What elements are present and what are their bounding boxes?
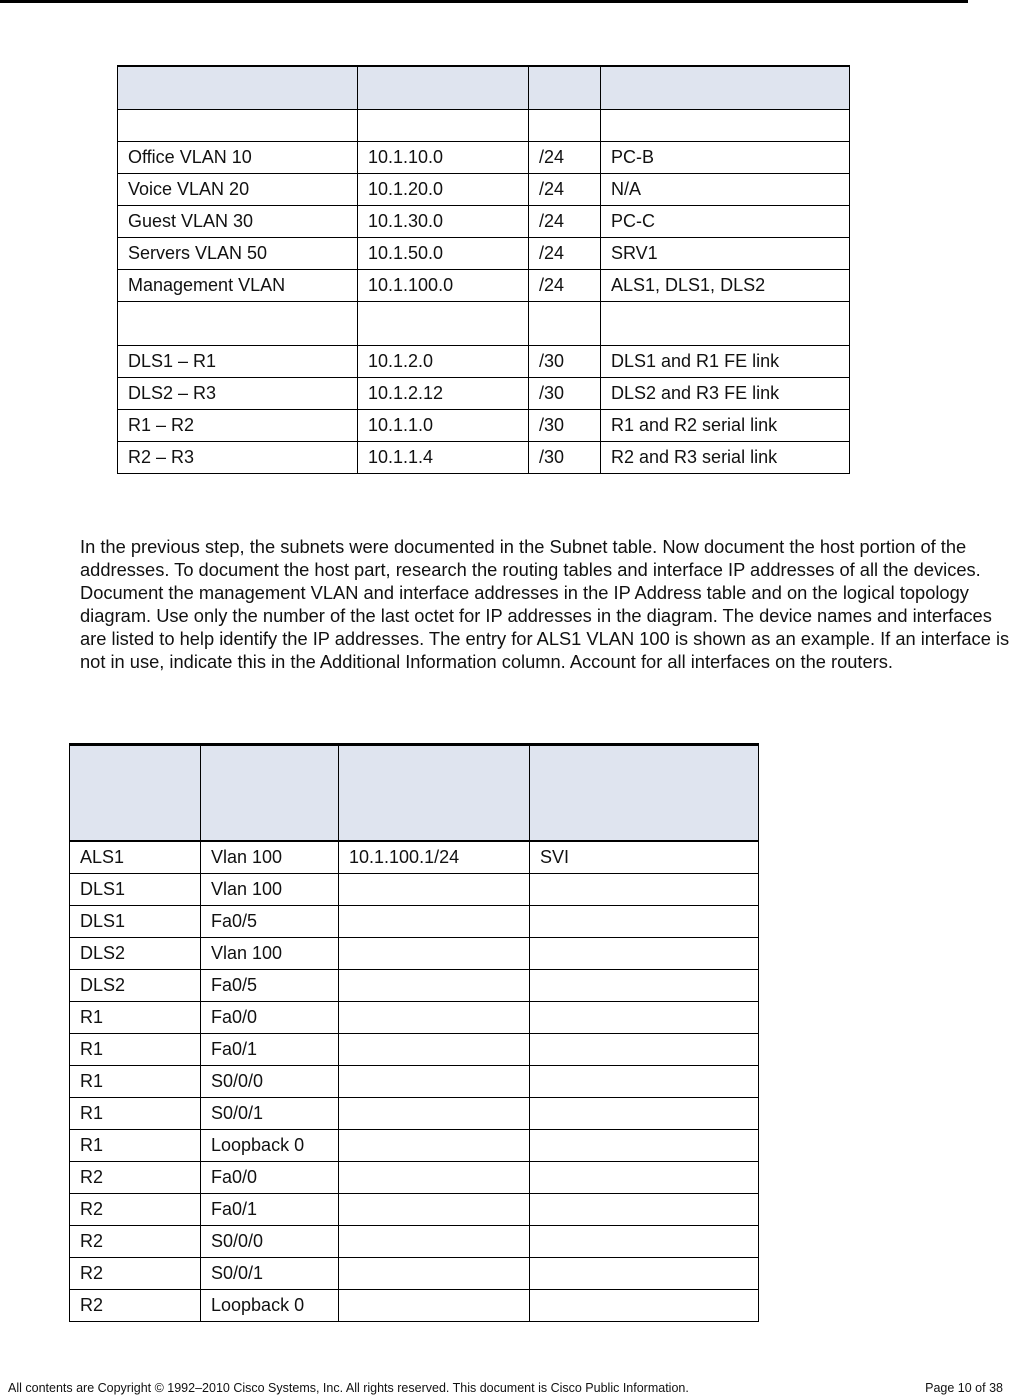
interface-cell: Loopback 0 [201,1290,339,1322]
interface-cell: Fa0/0 [201,1162,339,1194]
subnet-name-cell: R2 – R3 [118,442,358,474]
subnet-name-cell: Office VLAN 10 [118,142,358,174]
table-row [70,841,759,874]
subnet-info-cell: SRV1 [601,238,850,270]
ip-address-cell [339,1162,530,1194]
device-cell: R1 [70,1034,201,1066]
prefix-cell: /30 [529,442,601,474]
table-row [70,1162,759,1194]
table-row [70,970,759,1002]
table-row [70,906,759,938]
ip-address-cell [339,1034,530,1066]
ip-address-cell [339,1290,530,1322]
table-row [70,938,759,970]
table-row [70,1034,759,1066]
additional-info-cell [530,1258,759,1290]
prefix-cell: /24 [529,206,601,238]
interface-cell: Loopback 0 [201,1130,339,1162]
table-row [70,1002,759,1034]
table-row [118,142,850,174]
network-address-cell: 10.1.2.12 [358,378,529,410]
ip-address-cell [339,1226,530,1258]
device-cell: R1 [70,1130,201,1162]
additional-info-cell [530,1162,759,1194]
ip-address-cell [339,938,530,970]
prefix-cell: /24 [529,174,601,206]
ip-address-cell: 10.1.100.1/24 [339,841,530,874]
subnet-section-row [118,110,850,142]
interface-cell: Fa0/5 [201,970,339,1002]
device-cell: R2 [70,1194,201,1226]
additional-info-cell [530,1226,759,1258]
table-row [70,1258,759,1290]
interface-cell: S0/0/0 [201,1226,339,1258]
table-row [118,206,850,238]
subnet-table [117,65,850,474]
interface-cell: S0/0/1 [201,1098,339,1130]
table-row [70,1290,759,1322]
header-cell [201,745,339,842]
subnet-name-cell: Voice VLAN 20 [118,174,358,206]
interface-cell: Fa0/5 [201,906,339,938]
subnet-name-cell: DLS2 – R3 [118,378,358,410]
ip-address-cell [339,1194,530,1226]
instructions-paragraph: In the previous step, the subnets were documented in the Subnet table. Now document the host portion of the addresses. To document the host part, research the routing tables and interface IP addresses of all the devices. Document the management VLAN and interface addresses in the IP Address table and on the logical topology diagram. Use only the number of the last octet for IP addresses in the diagram. The device names and interfaces are listed to help identify the IP addresses. The entry for ALS1 VLAN 100 is shown as an example. If an interface is not in use, indicate this in the Additional Information column. Account for all interfaces on the routers. [80,536,1010,672]
footer-copyright: All contents are Copyright © 1992–2010 Cisco Systems, Inc. All rights reserved. This document is Cisco Public Information. [8,1381,689,1395]
header-cell [530,745,759,842]
device-cell: ALS1 [70,841,201,874]
additional-info-cell: SVI [530,841,759,874]
interface-cell: Vlan 100 [201,938,339,970]
device-cell: DLS1 [70,906,201,938]
device-cell: R2 [70,1258,201,1290]
ip-address-cell [339,1130,530,1162]
table-row [70,1194,759,1226]
device-cell: R2 [70,1290,201,1322]
interface-cell: S0/0/0 [201,1066,339,1098]
table-row [70,874,759,906]
ip-address-cell [339,1258,530,1290]
additional-info-cell [530,1098,759,1130]
table-row [70,1226,759,1258]
page-number: Page 10 of 38 [925,1381,1003,1395]
network-address-cell: 10.1.1.0 [358,410,529,442]
subnet-info-cell: ALS1, DLS1, DLS2 [601,270,850,302]
device-cell: DLS2 [70,970,201,1002]
device-cell: R2 [70,1162,201,1194]
additional-info-cell [530,906,759,938]
ip-address-cell [339,1002,530,1034]
ip-address-cell [339,970,530,1002]
prefix-cell: /24 [529,142,601,174]
device-cell: R2 [70,1226,201,1258]
network-address-cell: 10.1.30.0 [358,206,529,238]
ip-table-header-row [70,745,759,842]
header-cell [118,66,358,110]
subnet-info-cell: DLS2 and R3 FE link [601,378,850,410]
additional-info-cell [530,1002,759,1034]
table-row [118,238,850,270]
additional-info-cell [530,1194,759,1226]
table-row [70,1130,759,1162]
additional-info-cell [530,1130,759,1162]
interface-cell: S0/0/1 [201,1258,339,1290]
network-address-cell: 10.1.100.0 [358,270,529,302]
subnet-name-cell: R1 – R2 [118,410,358,442]
additional-info-cell [530,874,759,906]
prefix-cell: /30 [529,346,601,378]
device-cell: DLS1 [70,874,201,906]
interface-cell: Fa0/0 [201,1002,339,1034]
subnet-info-cell: PC-B [601,142,850,174]
interface-cell: Fa0/1 [201,1194,339,1226]
subnet-name-cell: Guest VLAN 30 [118,206,358,238]
subnet-info-cell: PC-C [601,206,850,238]
prefix-cell: /24 [529,238,601,270]
top-rule [0,0,968,3]
subnet-name-cell: Management VLAN [118,270,358,302]
network-address-cell: 10.1.2.0 [358,346,529,378]
ip-address-cell [339,1066,530,1098]
table-row [118,442,850,474]
ip-address-table [69,743,759,1322]
subnet-section-row [118,302,850,346]
prefix-cell: /24 [529,270,601,302]
device-cell: R1 [70,1098,201,1130]
prefix-cell: /30 [529,410,601,442]
network-address-cell: 10.1.10.0 [358,142,529,174]
table-row [118,378,850,410]
table-row [70,1098,759,1130]
header-cell [358,66,529,110]
interface-cell: Vlan 100 [201,874,339,906]
ip-address-cell [339,906,530,938]
table-row [70,1066,759,1098]
subnet-info-cell: R1 and R2 serial link [601,410,850,442]
subnet-table-header-row [118,66,850,110]
additional-info-cell [530,970,759,1002]
interface-cell: Vlan 100 [201,841,339,874]
additional-info-cell [530,938,759,970]
subnet-name-cell: Servers VLAN 50 [118,238,358,270]
subnet-info-cell: DLS1 and R1 FE link [601,346,850,378]
prefix-cell: /30 [529,378,601,410]
header-cell [339,745,530,842]
device-cell: R1 [70,1066,201,1098]
header-cell [601,66,850,110]
subnet-info-cell: R2 and R3 serial link [601,442,850,474]
device-cell: R1 [70,1002,201,1034]
network-address-cell: 10.1.1.4 [358,442,529,474]
table-row [118,270,850,302]
header-cell [70,745,201,842]
ip-address-cell [339,1098,530,1130]
additional-info-cell [530,1290,759,1322]
network-address-cell: 10.1.20.0 [358,174,529,206]
table-row [118,174,850,206]
ip-address-cell [339,874,530,906]
additional-info-cell [530,1034,759,1066]
device-cell: DLS2 [70,938,201,970]
table-row [118,410,850,442]
header-cell [529,66,601,110]
subnet-info-cell: N/A [601,174,850,206]
interface-cell: Fa0/1 [201,1034,339,1066]
network-address-cell: 10.1.50.0 [358,238,529,270]
table-row [118,346,850,378]
subnet-name-cell: DLS1 – R1 [118,346,358,378]
additional-info-cell [530,1066,759,1098]
